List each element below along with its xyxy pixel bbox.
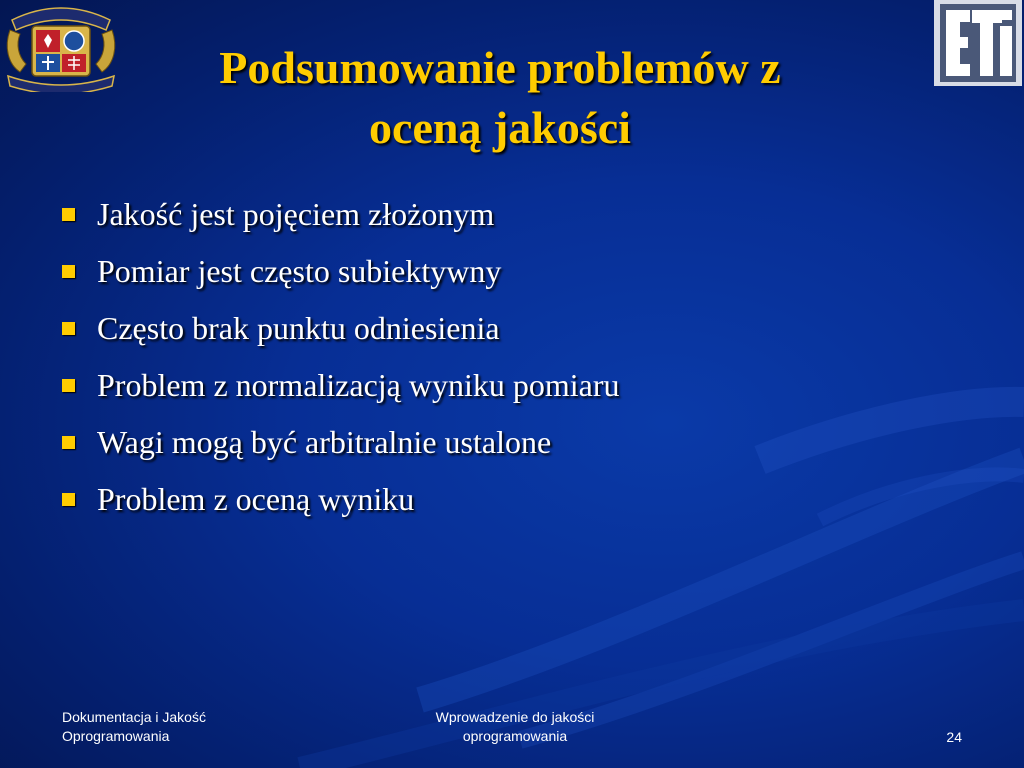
- footer-lecture-name: [380, 708, 650, 746]
- footer-center-line-1: Wprowadzenie do jakości: [435, 709, 595, 725]
- footer-left-line-2: Oprogramowania: [62, 728, 170, 744]
- page-number: 24: [946, 729, 962, 745]
- bullet-text: Wagi mogą być arbitralnie ustalone: [97, 424, 552, 460]
- bullet-text: Problem z oceną wyniku: [97, 481, 415, 517]
- footer-left-line-1: Dokumentacja i Jakość: [62, 709, 206, 725]
- bullet-text: Pomiar jest często subiektywny: [97, 253, 502, 289]
- university-crest-logo: [2, 2, 120, 92]
- square-bullet-icon: [62, 493, 75, 506]
- bullet-item: [62, 471, 962, 528]
- slide-title: [120, 38, 880, 158]
- square-bullet-icon: [62, 322, 75, 335]
- eti-logo-icon: [934, 0, 1022, 86]
- bullet-text: Jakość jest pojęciem złożonym: [97, 196, 495, 232]
- bullet-text: Często brak punktu odniesienia: [97, 310, 500, 346]
- politechnika-gdanska-crest-icon: [2, 2, 120, 92]
- title-line-1: Podsumowanie problemów z: [219, 42, 781, 93]
- bullet-text: Problem z normalizacją wyniku pomiaru: [97, 367, 620, 403]
- bullet-item: [62, 186, 962, 243]
- title-line-2: oceną jakości: [369, 102, 631, 153]
- bullet-item: [62, 414, 962, 471]
- square-bullet-icon: [62, 436, 75, 449]
- square-bullet-icon: [62, 208, 75, 221]
- bullet-item: [62, 243, 962, 300]
- bullet-item: [62, 300, 962, 357]
- square-bullet-icon: [62, 265, 75, 278]
- bullet-item: [62, 357, 962, 414]
- eti-logo: [934, 0, 1022, 86]
- footer-course-name: [62, 708, 322, 746]
- bullet-list: [62, 186, 962, 528]
- square-bullet-icon: [62, 379, 75, 392]
- footer-center-line-2: oprogramowania: [462, 728, 568, 744]
